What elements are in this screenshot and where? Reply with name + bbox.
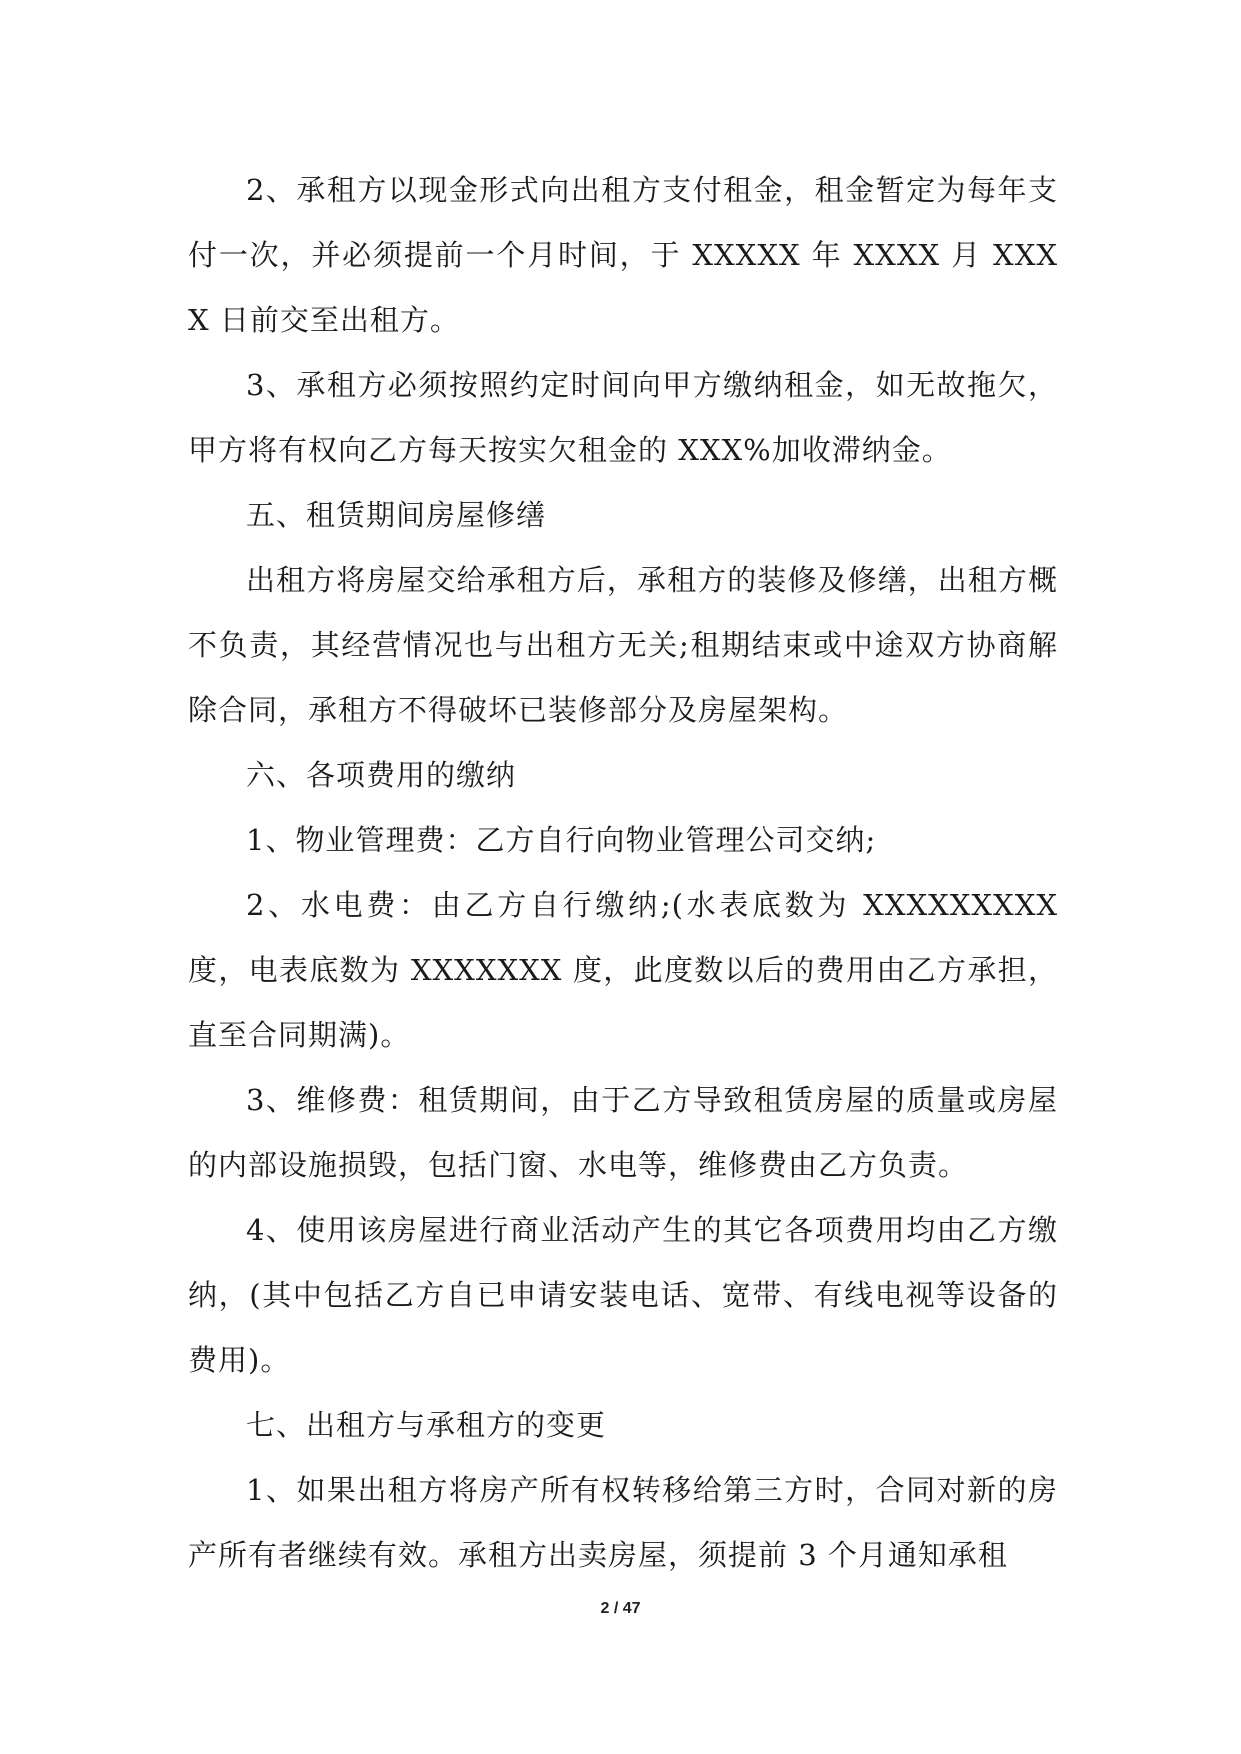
paragraph-utilities: 2、水电费：由乙方自行缴纳;(水表底数为 XXXXXXXXX 度，电表底数为 XXXXXXX 度，此度数以后的费用由乙方承担，直至合同期满)。: [188, 888, 1058, 1052]
paragraph-repairs: 出租方将房屋交给承租方后，承租方的装修及修缮，出租方概不负责，其经营情况也与出租方无关;租期结束或中途双方协商解除合同，承租方不得破坏已装修部分及房屋架构。: [188, 563, 1058, 727]
paragraph-maintenance: 3、维修费：租赁期间，由于乙方导致租赁房屋的质量或房屋的内部设施损毁，包括门窗、水电等，维修费由乙方负责。: [188, 1083, 1058, 1182]
paragraph-property-fee: 1、物业管理费：乙方自行向物业管理公司交纳;: [246, 823, 877, 857]
section-heading-changes: 七、出租方与承租方的变更: [246, 1408, 607, 1442]
document-body: [188, 158, 1058, 1588]
paragraph-ownership-transfer: 1、如果出租方将房产所有权转移给第三方时，合同对新的房产所有者继续有效。承租方出卖房屋，须提前 3 个月通知承租: [188, 1473, 1058, 1572]
page-number: 2 / 47: [600, 1600, 641, 1617]
section-heading-repairs: 五、租赁期间房屋修缮: [246, 498, 547, 532]
section-heading-fees: 六、各项费用的缴纳: [246, 758, 517, 792]
paragraph-rent-payment: 2、承租方以现金形式向出租方支付租金，租金暂定为每年支付一次，并必须提前一个月时间，于 XXXXX 年 XXXX 月 XXXX 日前交至出租方。: [188, 173, 1058, 337]
paragraph-late-fee: 3、承租方必须按照约定时间向甲方缴纳租金，如无故拖欠，甲方将有权向乙方每天按实欠租金的 XXX%加收滞纳金。: [188, 368, 1058, 467]
paragraph-other-fees: 4、使用该房屋进行商业活动产生的其它各项费用均由乙方缴纳，(其中包括乙方自已申请安装电话、宽带、有线电视等设备的费用)。: [188, 1213, 1058, 1377]
